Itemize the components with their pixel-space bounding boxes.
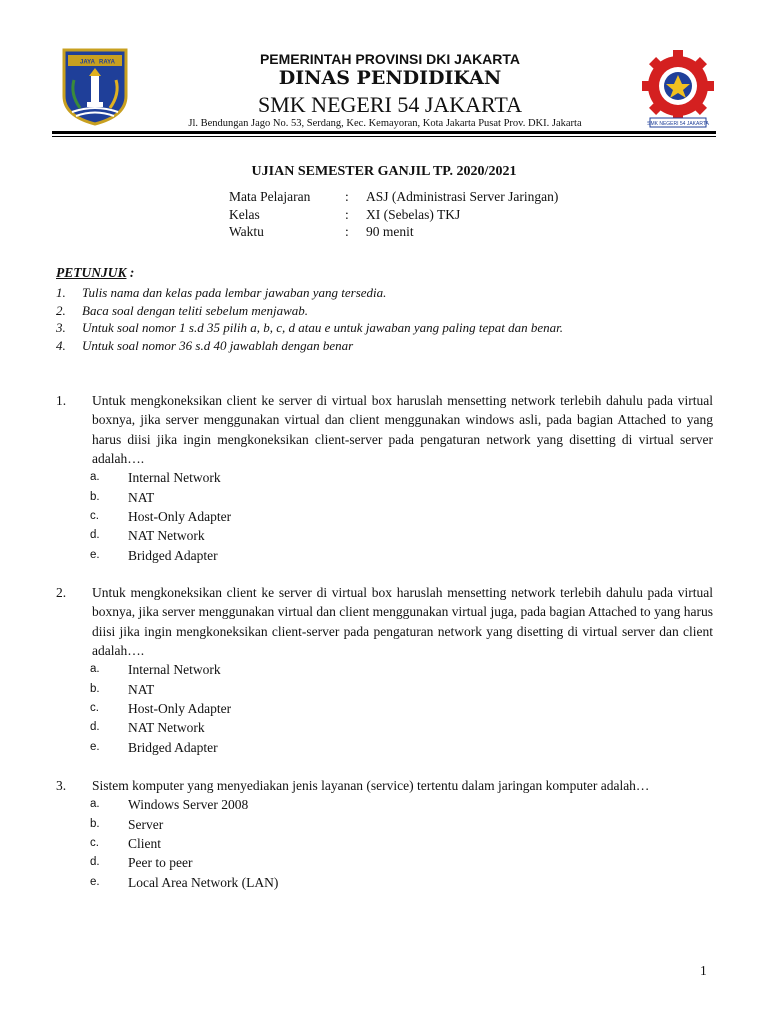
option-letter: e. (90, 875, 100, 888)
answer-option (90, 873, 713, 892)
option-text: Server (128, 816, 164, 832)
answer-option (90, 718, 713, 737)
option-letter: e. (90, 548, 100, 561)
svg-text:RAYA: RAYA (99, 59, 115, 66)
answer-option (90, 526, 713, 545)
exam-info-row (229, 224, 558, 242)
instructions-list (56, 285, 563, 355)
info-colon: : (345, 189, 349, 204)
instructions-heading (56, 265, 134, 281)
info-value: ASJ (Administrasi Server Jaringan) (366, 189, 559, 204)
exam-title: UJIAN SEMESTER GANJIL TP. 2020/2021 (251, 164, 517, 179)
info-value: 90 menit (366, 224, 414, 239)
option-letter: b. (90, 682, 100, 695)
letterhead-divider-thin (52, 136, 716, 137)
answer-option (90, 680, 713, 699)
option-letter: b. (90, 490, 100, 503)
instruction-text: Baca soal dengan teliti sebelum menjawab. (82, 302, 309, 318)
option-letter: b. (90, 817, 100, 830)
school-name: SMK NEGERI 54 JAKARTA (258, 92, 522, 117)
answer-option (90, 738, 713, 757)
svg-text:JAYA: JAYA (80, 59, 95, 66)
instruction-item (56, 338, 563, 356)
question-1 (56, 391, 713, 565)
school-gear-emblem-icon (640, 50, 716, 130)
instructions-heading-colon: : (126, 265, 135, 280)
info-label: Mata Pelajaran (229, 189, 311, 204)
option-letter: d. (90, 721, 100, 734)
option-letter: c. (90, 837, 99, 850)
answer-option (90, 488, 713, 507)
option-letter: d. (90, 856, 100, 869)
info-colon: : (345, 224, 349, 239)
option-text: Local Area Network (LAN) (128, 874, 279, 890)
question-text: Untuk mengkoneksikan client ke server di virtual box haruslah mensetting network terlebih dahulu pada virtual boxnya, jika server menggunakan virtual dan client menggunakan windows asli, pada bagian Attached to yang harus diisi jika ingin mengkoneksikan client-server pada pengaturan network yang disetting di virtual server adalah…. (92, 393, 713, 466)
answer-option (90, 468, 713, 487)
exam-info-row (229, 207, 558, 225)
option-text: Internal Network (128, 662, 221, 678)
option-text: Internal Network (128, 470, 221, 486)
question-2 (56, 583, 713, 757)
answer-option (90, 834, 713, 853)
dki-jakarta-emblem-icon (60, 46, 130, 126)
instruction-text: Untuk soal nomor 1 s.d 35 pilih a, b, c, d atau e untuk jawaban yang paling tepat dan benar. (82, 320, 563, 335)
option-letter: a. (90, 798, 100, 811)
question-number: 3. (56, 778, 67, 793)
instruction-number: 3. (56, 320, 66, 335)
option-text: NAT Network (128, 528, 205, 544)
letterhead-divider-thick (52, 131, 716, 134)
info-colon: : (345, 206, 349, 222)
instruction-text: Tulis nama dan kelas pada lembar jawaban yang tersedia. (82, 285, 387, 300)
option-letter: d. (90, 529, 100, 542)
question-3 (56, 776, 713, 892)
option-text: Client (128, 836, 161, 852)
answer-option (90, 660, 713, 679)
department-name: DINAS PENDIDIKAN (278, 67, 502, 89)
question-number: 2. (56, 585, 67, 600)
instruction-number: 4. (56, 337, 66, 353)
answer-option (90, 795, 713, 814)
option-letter: a. (90, 663, 100, 676)
info-label: Kelas (229, 206, 260, 222)
instruction-item (56, 303, 563, 321)
government-name: PEMERINTAH PROVINSI DKI JAKARTA (259, 51, 521, 67)
option-letter: c. (90, 509, 99, 522)
option-text: Host-Only Adapter (128, 508, 232, 524)
instruction-item (56, 320, 563, 338)
instruction-number: 1. (56, 285, 66, 300)
instruction-item (56, 285, 563, 303)
page-number: 1 (700, 963, 707, 978)
answer-option (90, 815, 713, 834)
option-letter: a. (90, 471, 100, 484)
option-text: Windows Server 2008 (128, 797, 249, 813)
option-letter: e. (90, 740, 100, 753)
exam-info-row (229, 189, 558, 207)
school-address: Jl. Bendungan Jago No. 53, Serdang, Kec. Kemayoran, Kota Jakarta Pusat Prov. DKI. Jakarta (188, 118, 582, 129)
option-text: Peer to peer (128, 855, 193, 871)
question-number: 1. (56, 393, 67, 408)
option-text: Bridged Adapter (128, 739, 218, 755)
instruction-text: Untuk soal nomor 36 s.d 40 jawablah dengan benar (82, 337, 354, 353)
instruction-number: 2. (56, 302, 66, 318)
option-letter: c. (90, 701, 99, 714)
info-label: Waktu (229, 224, 264, 239)
exam-info (229, 189, 558, 242)
answer-option (90, 853, 713, 872)
option-text: NAT Network (128, 720, 205, 736)
answer-option (90, 546, 713, 565)
question-text: Untuk mengkoneksikan client ke server di virtual box haruslah mensetting network terlebih dahulu pada virtual boxnya, jika server menggunakan virtual dan client menggunakan virtual juga, pada bagian Attached to yang harus diisi jika ingin mengkoneksikan client-server pada pengaturan network yang disetting di virtual server dan client adalah…. (92, 585, 713, 658)
answer-option (90, 507, 713, 526)
answer-option (90, 699, 713, 718)
option-text: NAT (128, 681, 155, 697)
svg-text:SMK NEGERI 54 JAKARTA: SMK NEGERI 54 JAKARTA (647, 121, 709, 127)
info-value: XI (Sebelas) TKJ (366, 206, 461, 222)
question-text: Sistem komputer yang menyediakan jenis layanan (service) tertentu dalam jaringan komputer adalah… (92, 778, 650, 793)
option-text: Bridged Adapter (128, 547, 218, 563)
option-text: Host-Only Adapter (128, 700, 232, 716)
option-text: NAT (128, 489, 155, 505)
instructions-heading-label: PETUNJUK (56, 265, 127, 280)
